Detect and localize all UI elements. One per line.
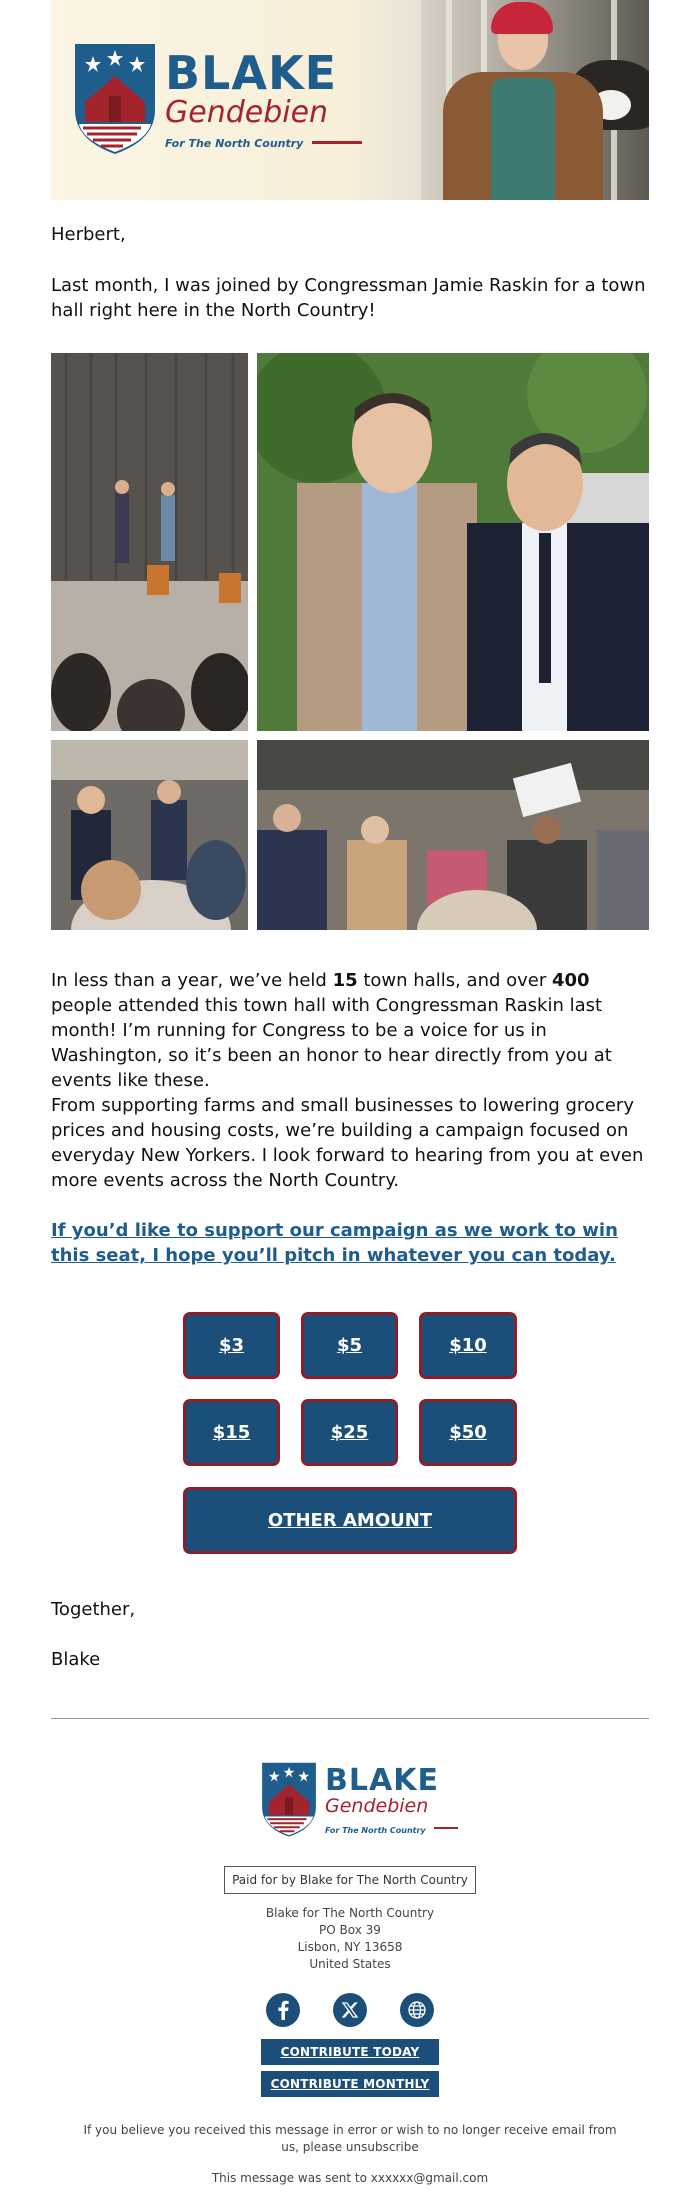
footer-logo-tagline: For The North Country [325, 1825, 426, 1835]
address-line-1: Blake for The North Country [265, 1906, 435, 1920]
donate-10-button[interactable]: $10 [419, 1312, 517, 1379]
footer-logo-name-line2: Gendebien [325, 1794, 429, 1817]
address-line-4: United States [309, 1957, 391, 1971]
support-campaign-link[interactable]: If you’d like to support our campaign as we work to win this seat, I hope you’ll pitch in whatever you can today. [51, 1220, 618, 1266]
para1-text-c: people attended this town hall with Congressman Raskin last month! I’m running for Congress to be a voice for us in Washington, so it’s been an honor to hear directly from you at events like these. [51, 995, 612, 1091]
para1-text-b: town halls, and over [357, 970, 552, 991]
x-icon[interactable] [333, 1993, 367, 2027]
intro-paragraph: Last month, I was joined by Congressman Jamie Raskin for a town hall right here in the North Country! [51, 275, 646, 321]
candidate-with-congressman-photo [257, 353, 649, 731]
donate-3-button[interactable]: $3 [183, 1312, 280, 1379]
donate-15-button[interactable]: $15 [183, 1399, 280, 1466]
barn-shield-icon [71, 40, 159, 160]
body-paragraph-1 [51, 968, 649, 1093]
body-paragraph-2: From supporting farms and small businesses to lowering grocery prices and housing costs, we’re building a campaign focused on everyday New Yorkers. I look forward to hearing from you at even more events across the North Country. [51, 1095, 644, 1191]
footer-barn-shield-icon [259, 1760, 319, 1842]
footer-logo-name-line1: BLAKE [325, 1762, 439, 1798]
donate-5-button[interactable]: $5 [301, 1312, 398, 1379]
contribute-today-button[interactable]: CONTRIBUTE TODAY [261, 2039, 439, 2065]
footer-tagline-underline [434, 1827, 458, 1829]
donate-50-button[interactable]: $50 [419, 1399, 517, 1466]
stage-photo [51, 353, 248, 731]
signoff: Together, [51, 1599, 136, 1620]
sent-to-notice: This message was sent to xxxxxx@gmail.com [211, 2171, 489, 2185]
footer-divider [51, 1718, 649, 1719]
attendee-count: 400 [552, 970, 590, 991]
address-line-3: Lisbon, NY 13658 [297, 1940, 403, 1954]
header-banner [51, 0, 649, 200]
tagline-underline [312, 141, 362, 144]
facebook-icon[interactable] [266, 1993, 300, 2027]
other-amount-button[interactable]: OTHER AMOUNT [183, 1487, 517, 1554]
logo-name-line2: Gendebien [165, 94, 329, 130]
town-hall-count: 15 [332, 970, 358, 991]
unsubscribe-notice[interactable]: If you believe you received this message in error or wish to no longer receive email from us, please unsubscribe [83, 2123, 617, 2154]
crowd-photo-right [257, 740, 649, 930]
greeting: Herbert, [51, 224, 126, 245]
signature: Blake [51, 1649, 101, 1670]
contribute-monthly-button[interactable]: CONTRIBUTE MONTHLY [261, 2071, 439, 2097]
donate-25-button[interactable]: $25 [301, 1399, 398, 1466]
para1-text-a: In less than a year, we’ve held [51, 970, 333, 991]
campaign-logo [71, 40, 362, 160]
address-line-2: PO Box 39 [319, 1923, 381, 1937]
globe-icon[interactable] [400, 1993, 434, 2027]
footer-logo [259, 1760, 458, 1842]
paid-for-disclaimer: Paid for by Blake for The North Country [224, 1866, 476, 1894]
logo-tagline: For The North Country [165, 136, 304, 150]
logo-name-line1: BLAKE [165, 45, 338, 100]
crowd-photo-left [51, 740, 248, 930]
